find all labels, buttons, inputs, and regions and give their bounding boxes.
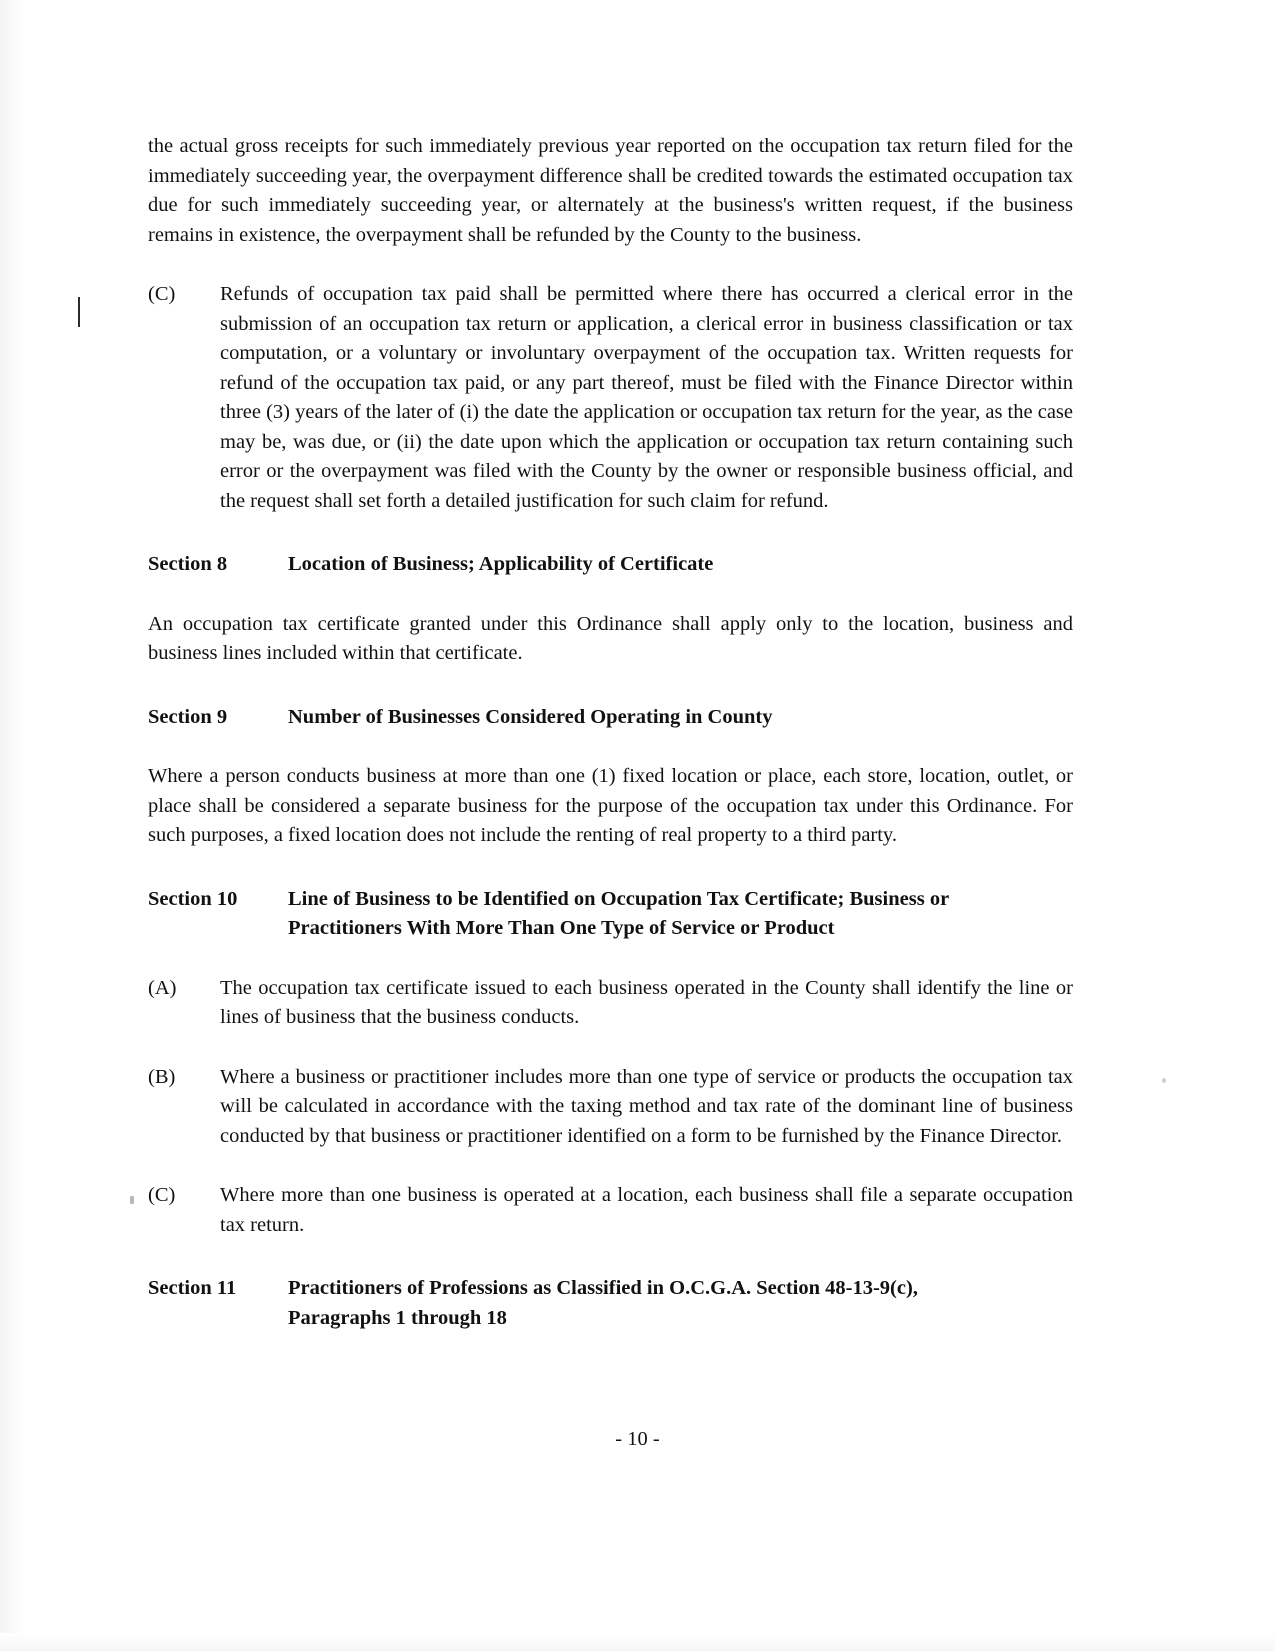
- section-title-line-1: Practitioners of Professions as Classified in O.C.G.A. Section 48-13-9(c),: [288, 1277, 918, 1299]
- list-marker: (C): [148, 283, 176, 305]
- list-item-b: [148, 1063, 1073, 1152]
- spacer: [148, 1151, 1073, 1181]
- spacer: [148, 732, 1073, 762]
- list-item-c-refunds: [148, 280, 1073, 516]
- section-heading-10: [148, 885, 1073, 944]
- spacer: [148, 669, 1073, 703]
- page-number: - 10 -: [615, 1428, 660, 1450]
- list-item-text: Where a business or practitioner includes more than one type of service or products the occupation tax will be calculated in accordance with the taxing method and tax rate of the dominant line of business conducted by that business or practitioner identified on a form to be furnished by the Finance Director.: [220, 1065, 1073, 1147]
- spacer: [148, 851, 1073, 885]
- revision-change-bar: [78, 297, 80, 327]
- section-title: Location of Business; Applicability of Certificate: [288, 553, 714, 575]
- spacer: [148, 516, 1073, 550]
- section-8-paragraph: An occupation tax certificate granted under this Ordinance shall apply only to the location, business and business lines included within that certificate.: [148, 612, 1073, 664]
- spacer: [148, 1033, 1073, 1063]
- list-marker: (B): [148, 1065, 176, 1088]
- scan-edge-bottom: [0, 1633, 1275, 1651]
- scan-speck-left-margin: [130, 1196, 134, 1204]
- section-heading-9: [148, 703, 1073, 733]
- section-title-line-1: Line of Business to be Identified on Occupation Tax Certificate; Business or: [288, 887, 950, 910]
- list-marker: (A): [148, 976, 177, 999]
- list-item-text: Refunds of occupation tax paid shall be permitted where there has occurred a clerical error in the submission of an occupation tax return or application, a clerical error in business classification or tax computation, or a voluntary or involuntary overpayment of the occupation tax. Written requests for refund of the occupation tax paid, or any part thereof, must be filed with the Finance Director within three (3) years of the later of (i) the date the application or occupation tax return for the year, as the case may be, was due, or (ii) the date upon which the application or occupation tax return containing such error or the overpayment was filed with the County by the owner or responsible business official, and the request shall set forth a detailed justification for such claim for refund.: [220, 283, 1073, 512]
- spacer: [148, 250, 1073, 280]
- list-item-text: The occupation tax certificate issued to each business operated in the County shall identify the line or lines of business that the business conducts.: [220, 976, 1073, 1028]
- scan-edge-left: [0, 0, 26, 1651]
- list-item-c: [148, 1181, 1073, 1240]
- continued-paragraph: the actual gross receipts for such immediately previous year reported on the occupation tax return filed for the immediately succeeding year, the overpayment difference shall be credited towards the estimated occupation tax due for such immediately succeeding year, or alternately at the business's written request, if the business remains in existence, the overpayment shall be refunded by the County to the business.: [148, 135, 1073, 246]
- section-title: Number of Businesses Considered Operating in County: [288, 705, 773, 728]
- section-heading-8: [148, 550, 1073, 580]
- section-title-line-2: Practitioners With More Than One Type of Service or Product: [288, 917, 835, 939]
- section-title-line-2: Paragraphs 1 through 18: [288, 1306, 507, 1329]
- section-number: Section 8: [148, 553, 228, 575]
- list-marker: (C): [148, 1184, 176, 1206]
- section-number: Section 9: [148, 705, 228, 728]
- list-item-a: [148, 974, 1073, 1033]
- spacer: [148, 944, 1073, 974]
- section-number: Section 11: [148, 1277, 237, 1299]
- section-heading-11: [148, 1274, 1073, 1333]
- list-item-text: Where more than one business is operated at a location, each business shall file a separate occupation tax return.: [220, 1184, 1073, 1236]
- spacer: [148, 1240, 1073, 1274]
- section-9-paragraph: Where a person conducts business at more than one (1) fixed location or place, each store, location, outlet, or place shall be considered a separate business for the purpose of the occupation tax under this Ordinance. For such purposes, a fixed location does not include the renting of real property to a third party.: [148, 765, 1073, 846]
- scan-speck-right-margin: [1162, 1078, 1166, 1083]
- section-number: Section 10: [148, 887, 238, 910]
- document-body: [148, 132, 1073, 1333]
- spacer: [148, 580, 1073, 610]
